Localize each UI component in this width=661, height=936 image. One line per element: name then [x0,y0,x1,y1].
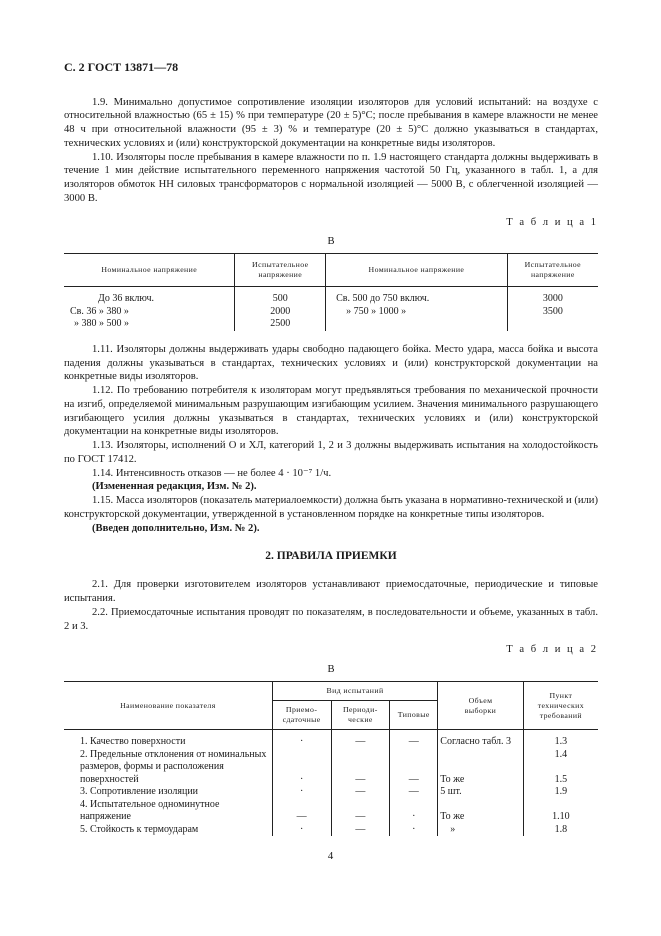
t2-cell: 1.3 [523,730,598,749]
table2-unit: В [327,664,335,676]
amendment-note-2: (Введен дополнительно, Изм. № 2). [92,522,260,534]
section-title: 2. ПРАВИЛА ПРИЕМКИ [265,550,397,563]
t2-cell: То же [438,799,523,824]
t2-cell: » [438,824,523,837]
t2-cell: · [272,749,331,787]
t1-cell: 2000 [235,306,326,319]
t2-cell: 1.4 1.5 [523,749,598,787]
table1-unit: В [327,236,335,248]
t2-cell: — [331,749,390,787]
page-number: 4 [327,850,334,862]
t2-cell: То же [438,749,523,787]
table1-caption: Т а б л и ц а 1 [506,216,598,228]
paragraph-2-2: 2.2. Приемосдаточные испытания проводят по показателям, в последовательности и объеме, указанных в табл. 2 и 3. [64,606,598,632]
t2-header-name: Наименование показателя [120,700,216,710]
t2-row-name: 4. Испытательное одноминутное напряжение [80,798,220,823]
paragraph-1-13: 1.13. Изоляторы, исполнений О и ХЛ, категорий 1, 2 и 3 должны выдерживать испытания на холодостойкость по ГОСТ 17412. [64,440,598,465]
t1-cell: » 750 » 1000 » [326,306,508,319]
t2-row-name: 5. Стойкость к термоударам [80,823,199,835]
t1-header-test-2: Испытательное напряжение [507,254,598,287]
t2-cell: — [390,749,438,787]
paragraph-1-14: 1.14. Интенсивность отказов — не более 4 · 10⁻⁷ 1/ч. [92,467,332,479]
t1-cell: Св. 36 » 380 » [70,305,129,317]
t2-cell: — [331,799,390,824]
paragraph-2-1: 2.1. Для проверки изготовителем изоляторов устанавливают приемосдаточные, периодические и типовые испытания. [64,579,598,605]
paragraph-1-10: 1.10. Изоляторы после пребывания в камере влажности по п. 1.9 настоящего стандарта должны выдерживать в течение 1 мин действие испытательного переменного напряжения частотой 50 Гц, указанного в табл. 1, а для изоляторов обмоток НН силовых трансформаторов с нормальной изоляцией — 5000 В, с облегченной изоляцией — 3000 В. [64,151,598,204]
t2-cell: · [272,730,331,749]
t2-cell: — [331,824,390,837]
t1-cell: 3500 [507,306,598,319]
t2-cell: · [272,786,331,799]
t2-header-type: Типовые [390,701,438,730]
t1-cell: Св. 500 до 750 включ. [326,287,508,306]
t1-header-nominal-1: Номинальное напряжение [101,265,198,275]
t2-header-acceptance: Приемо- сдаточные [272,701,331,730]
paragraph-1-9: 1.9. Минимально допустимое сопротивление изоляции изоляторов для условий испытаний: на воздухе с относительной влажностью (65 ± 15) % при температуре (20 ± 5)°C; после пребывания в камере влажности не менее 48 ч при относительной влажности (95 ± 3) % и температуре (20 ± 5)°C должно указываться в стандартах, технических условиях и (или) конструкторской документации на конкретные виды изоляторов. [64,96,598,149]
paragraph-1-11: 1.11. Изоляторы должны выдерживать удары свободно падающего бойка. Место удара, масса бойка и высота падения должны указываться в стандартах, технических условиях и (или) конструкторской документации на конкретные виды изоляторов. [64,343,598,383]
t2-row-name: 1. Качество поверхности [80,736,186,748]
t2-header-clause: Пункт технических требований [523,682,598,730]
t2-header-volume: Объем выборки [438,682,523,730]
t2-cell: · [272,824,331,837]
t1-cell: 3000 [507,287,598,306]
t2-cell: — [331,786,390,799]
t1-header-test-1: Испытательное напряжение [235,254,326,287]
table2-caption: Т а б л и ц а 2 [506,644,598,656]
t2-cell: — [390,786,438,799]
t2-header-periodic: Периоди- ческие [331,701,390,730]
amendment-note-1: (Измененная редакция, Изм. № 2). [92,481,257,493]
page-header: С. 2 ГОСТ 13871—78 [64,60,179,74]
table-2 [64,681,598,836]
t2-row-name: 2. Предельные отклонения от номинальных размеров, формы и расположения поверхностей [80,748,267,785]
t2-header-group: Вид испытаний [272,682,438,701]
t1-cell: 2500 [235,318,326,331]
t1-cell: До 36 включ. [98,293,155,305]
t2-cell: 1.9 [523,786,598,799]
table-1 [64,253,598,331]
t2-cell: 1.8 [523,824,598,837]
t2-cell: 5 шт. [438,786,523,799]
t2-cell: · [390,824,438,837]
t2-row-name: 3. Сопротивление изоляции [80,786,199,798]
t1-cell: 500 [235,287,326,306]
t2-cell: 1.10 [523,799,598,824]
t2-cell: — [331,730,390,749]
t2-cell: · [390,799,438,824]
paragraph-1-12: 1.12. По требованию потребителя к изоляторам могут предъявляться требования по механической прочности на изгиб, определяемой минимальным разрушающим изгибающим усилием. Значения минимального разрушающего изгибающего усилия должны указываться в стандартах, технических условиях и (или) конструкторской документации на конкретные виды изоляторов. [64,385,598,438]
t2-cell: — [272,799,331,824]
t1-cell: » 380 » 500 » [74,318,129,330]
page [64,60,598,836]
t1-header-nominal-2: Номинальное напряжение [326,254,508,287]
t2-cell: — [390,730,438,749]
paragraph-1-15: 1.15. Масса изоляторов (показатель материалоемкости) должна быть указана в нормативно-технической и (или) конструкторской документации, утвержденной в установленном порядке на конкретные типы изоляторов. [64,495,598,520]
t2-cell: Согласно табл. 3 [438,730,523,749]
